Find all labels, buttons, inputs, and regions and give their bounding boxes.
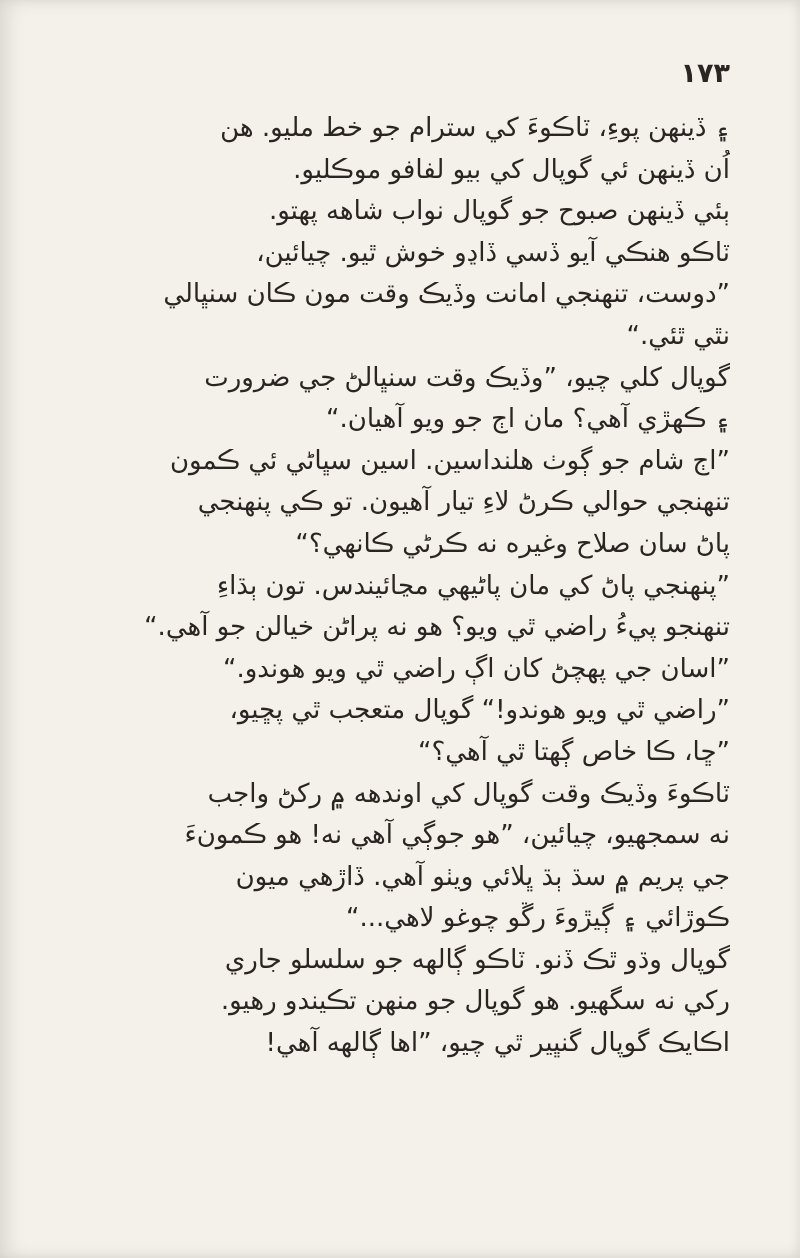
page-number: ١٧٣ xyxy=(680,58,730,89)
text-line-4: ٽاڪو هنڪي آيو ڏسي ڏاڍو خوش ٿيو. چيائين، xyxy=(256,237,730,268)
text-line-18: نه سمجهيو، چيائين، ”هو جوڳي آهي نه! هو ڪمونءَ xyxy=(184,820,730,851)
text-line-1: ۽ ڏينهن پوءِ، ٽاڪوءَ کي سترام جو خط مليو. هن xyxy=(220,113,730,143)
text-line-14: ”اسان جي پهچڻ کان اڳ راضي ٿي ويو هوندو.“ xyxy=(222,653,730,684)
text-line-20: ڪوڙائي ۽ ڳيڙوءَ رڱو چوغو لاهي...“ xyxy=(346,903,730,934)
text-line-11: پاڻ سان صلاح وغيره نه ڪرڻي ڪانهي؟“ xyxy=(295,528,730,559)
text-line-2: اُن ڏينهن ئي گوپال کي بيو لفافو موڪليو. xyxy=(293,154,730,185)
text-line-9: ”اڄ شام جو ڳوٺ هلنداسين. اسين سڀاڻي ئي ڪمون xyxy=(169,445,730,476)
text-line-12: ”پنهنجي پاڻ کي مان پاڻيهي مڃائيندس. تون ٻڌاءِ xyxy=(216,570,730,601)
text-line-13: تنهنجو پيءُ راضي ٿي ويو؟ هو نه پراڻن خيالن جو آهي.“ xyxy=(144,612,730,643)
text-line-19: جي پريم ۾ سڌ ٻڌ ڀلائي ويٺو آهي. ڏاڙهي ميون xyxy=(235,861,730,892)
text-line-3: ٻئي ڏينهن صبوح جو گوپال نواب شاهه پهتو. xyxy=(268,196,730,227)
text-line-17: ٽاڪوءَ وڏيڪ وقت گوپال کي اوندهه ۾ رکڻ واجب xyxy=(207,778,730,809)
text-line-21: گوپال وڌو ٿڪ ڏنو. ٽاڪو ڳالهه جو سلسلو جاري xyxy=(224,944,730,975)
body-text xyxy=(90,108,730,1065)
text-line-6: نٿي ٿئي.“ xyxy=(626,320,730,351)
text-line-7: گوپال کلي چيو، ”وڏيڪ وقت سنڀالڻ جي ضرورت xyxy=(204,362,730,393)
text-line-16: ”ڇا، ڪا خاص ڳهتا ٿي آهي؟“ xyxy=(417,736,730,767)
text-line-8: ۽ ڪهڙي آهي؟ مان اڄ جو ويو آهيان.“ xyxy=(326,404,730,435)
text-line-23: اڪايڪ گوپال گنڀير ٿي چيو، ”اها ڳالهه آهي! xyxy=(265,1028,730,1059)
text-line-10: تنهنجي حوالي ڪرڻ لاءِ تيار آهيون. تو ڪي پنهنجي xyxy=(197,487,730,518)
text-line-5: ”دوست، تنهنجي امانت وڏيڪ وقت مون ڪان سنڀالي xyxy=(163,279,730,310)
text-line-15: ”راضي ٿي ويو هوندو!“ گوپال متعجب ٿي پڇيو، xyxy=(229,695,730,726)
text-line-22: رکي نه سگهيو. هو گوپال جو منهن تڪيندو رهيو. xyxy=(220,986,730,1017)
